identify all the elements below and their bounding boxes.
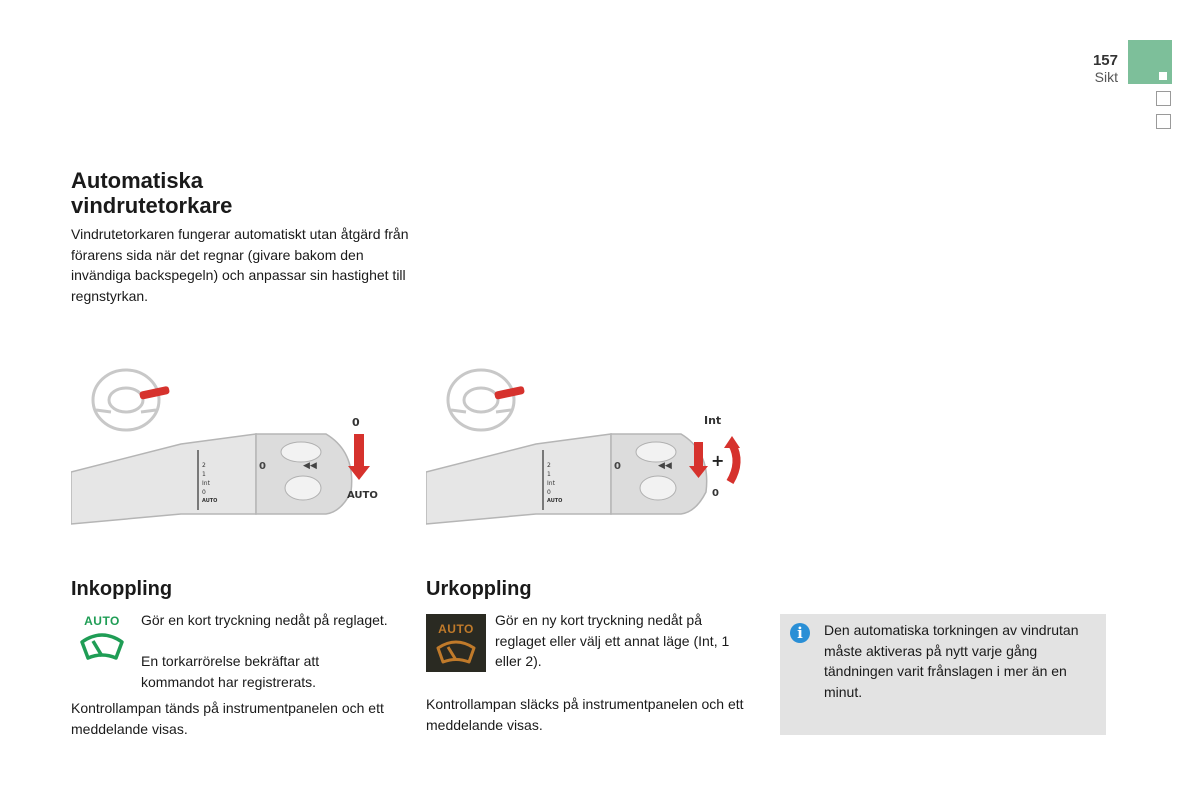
scale-label: 2 — [547, 462, 551, 469]
inkoppling-step-2: En torkarrörelse bekräftar att kommandot har registrerats. — [141, 653, 320, 690]
inkoppling-note: Kontrollampan tänds på instrumentpanelen och ett meddelande visas. — [71, 700, 384, 737]
page-number: 157 — [1092, 52, 1118, 69]
info-icon: i — [790, 623, 810, 643]
chapter-tab-box-1 — [1156, 91, 1171, 106]
steering-wheel-icon — [448, 370, 514, 430]
up-arrow-icon — [724, 436, 740, 482]
arrow-top-label: Int — [704, 414, 722, 427]
lamp-label: AUTO — [438, 622, 474, 636]
lamp-label: AUTO — [84, 614, 120, 628]
scale-label: AUTO — [547, 498, 563, 504]
steering-wheel-icon — [93, 370, 159, 430]
wiper-icon — [426, 636, 486, 670]
urkoppling-heading: Urkoppling — [426, 578, 532, 600]
wiper-stalk-illustration-deactivate — [426, 362, 756, 530]
scale-label: 2 — [202, 462, 206, 469]
urkoppling-step-1: Gör en ny kort tryckning nedåt på reglaget eller välj ett annat läge (Int, 1 eller 2). — [495, 612, 730, 669]
stalk-highlight — [139, 386, 170, 400]
auto-wiper-lamp-on-icon — [76, 614, 128, 672]
chapter-title: Sikt — [1094, 69, 1118, 85]
info-box — [780, 614, 1106, 735]
rewind-icon: ◀◀ — [303, 461, 317, 471]
inkoppling-heading: Inkoppling — [71, 578, 173, 600]
rewind-icon: ◀◀ — [658, 461, 672, 471]
scale-label: AUTO — [202, 498, 218, 504]
scale-label: Int — [547, 480, 555, 487]
switch-position-label: 0 — [259, 461, 266, 472]
arrow-top-label: 0 — [352, 416, 360, 429]
chapter-tab-box-2 — [1156, 114, 1171, 129]
scale-label: 0 — [202, 489, 206, 496]
switch-position-label: 0 — [614, 461, 621, 472]
scale-label: 0 — [547, 489, 551, 496]
arrow-bottom-label: AUTO — [347, 490, 378, 501]
inkoppling-step-1: Gör en kort tryckning nedåt på reglaget. — [141, 612, 388, 628]
wiper-icon — [76, 628, 128, 664]
urkoppling-note: Kontrollampan släcks på instrumentpanelen och ett meddelande visas. — [426, 696, 744, 733]
stalk-highlight — [494, 386, 525, 400]
wiper-stalk-illustration-activate — [71, 362, 391, 530]
info-text: Den automatiska torkningen av vindrutan måste aktiveras på nytt varje gång tändningen varit frånslagen i mer än en minut. — [824, 622, 1079, 700]
arrow-bottom-label: 0 — [712, 488, 719, 499]
page-title: Automatiska vindrutetorkare — [71, 168, 233, 218]
plus-label: + — [711, 451, 725, 470]
scale-label: Int — [202, 480, 210, 487]
scale-label: 1 — [547, 471, 551, 478]
scale-label: 1 — [202, 471, 206, 478]
chapter-tab-active — [1128, 40, 1172, 84]
auto-wiper-lamp-off-icon — [426, 614, 486, 672]
intro-text: Vindrutetorkaren fungerar automatiskt utan åtgärd från förarens sida när det regnar (givare bakom den invändiga backspegeln) och anpassar sin hastighet till regnstyrkan. — [71, 226, 409, 304]
